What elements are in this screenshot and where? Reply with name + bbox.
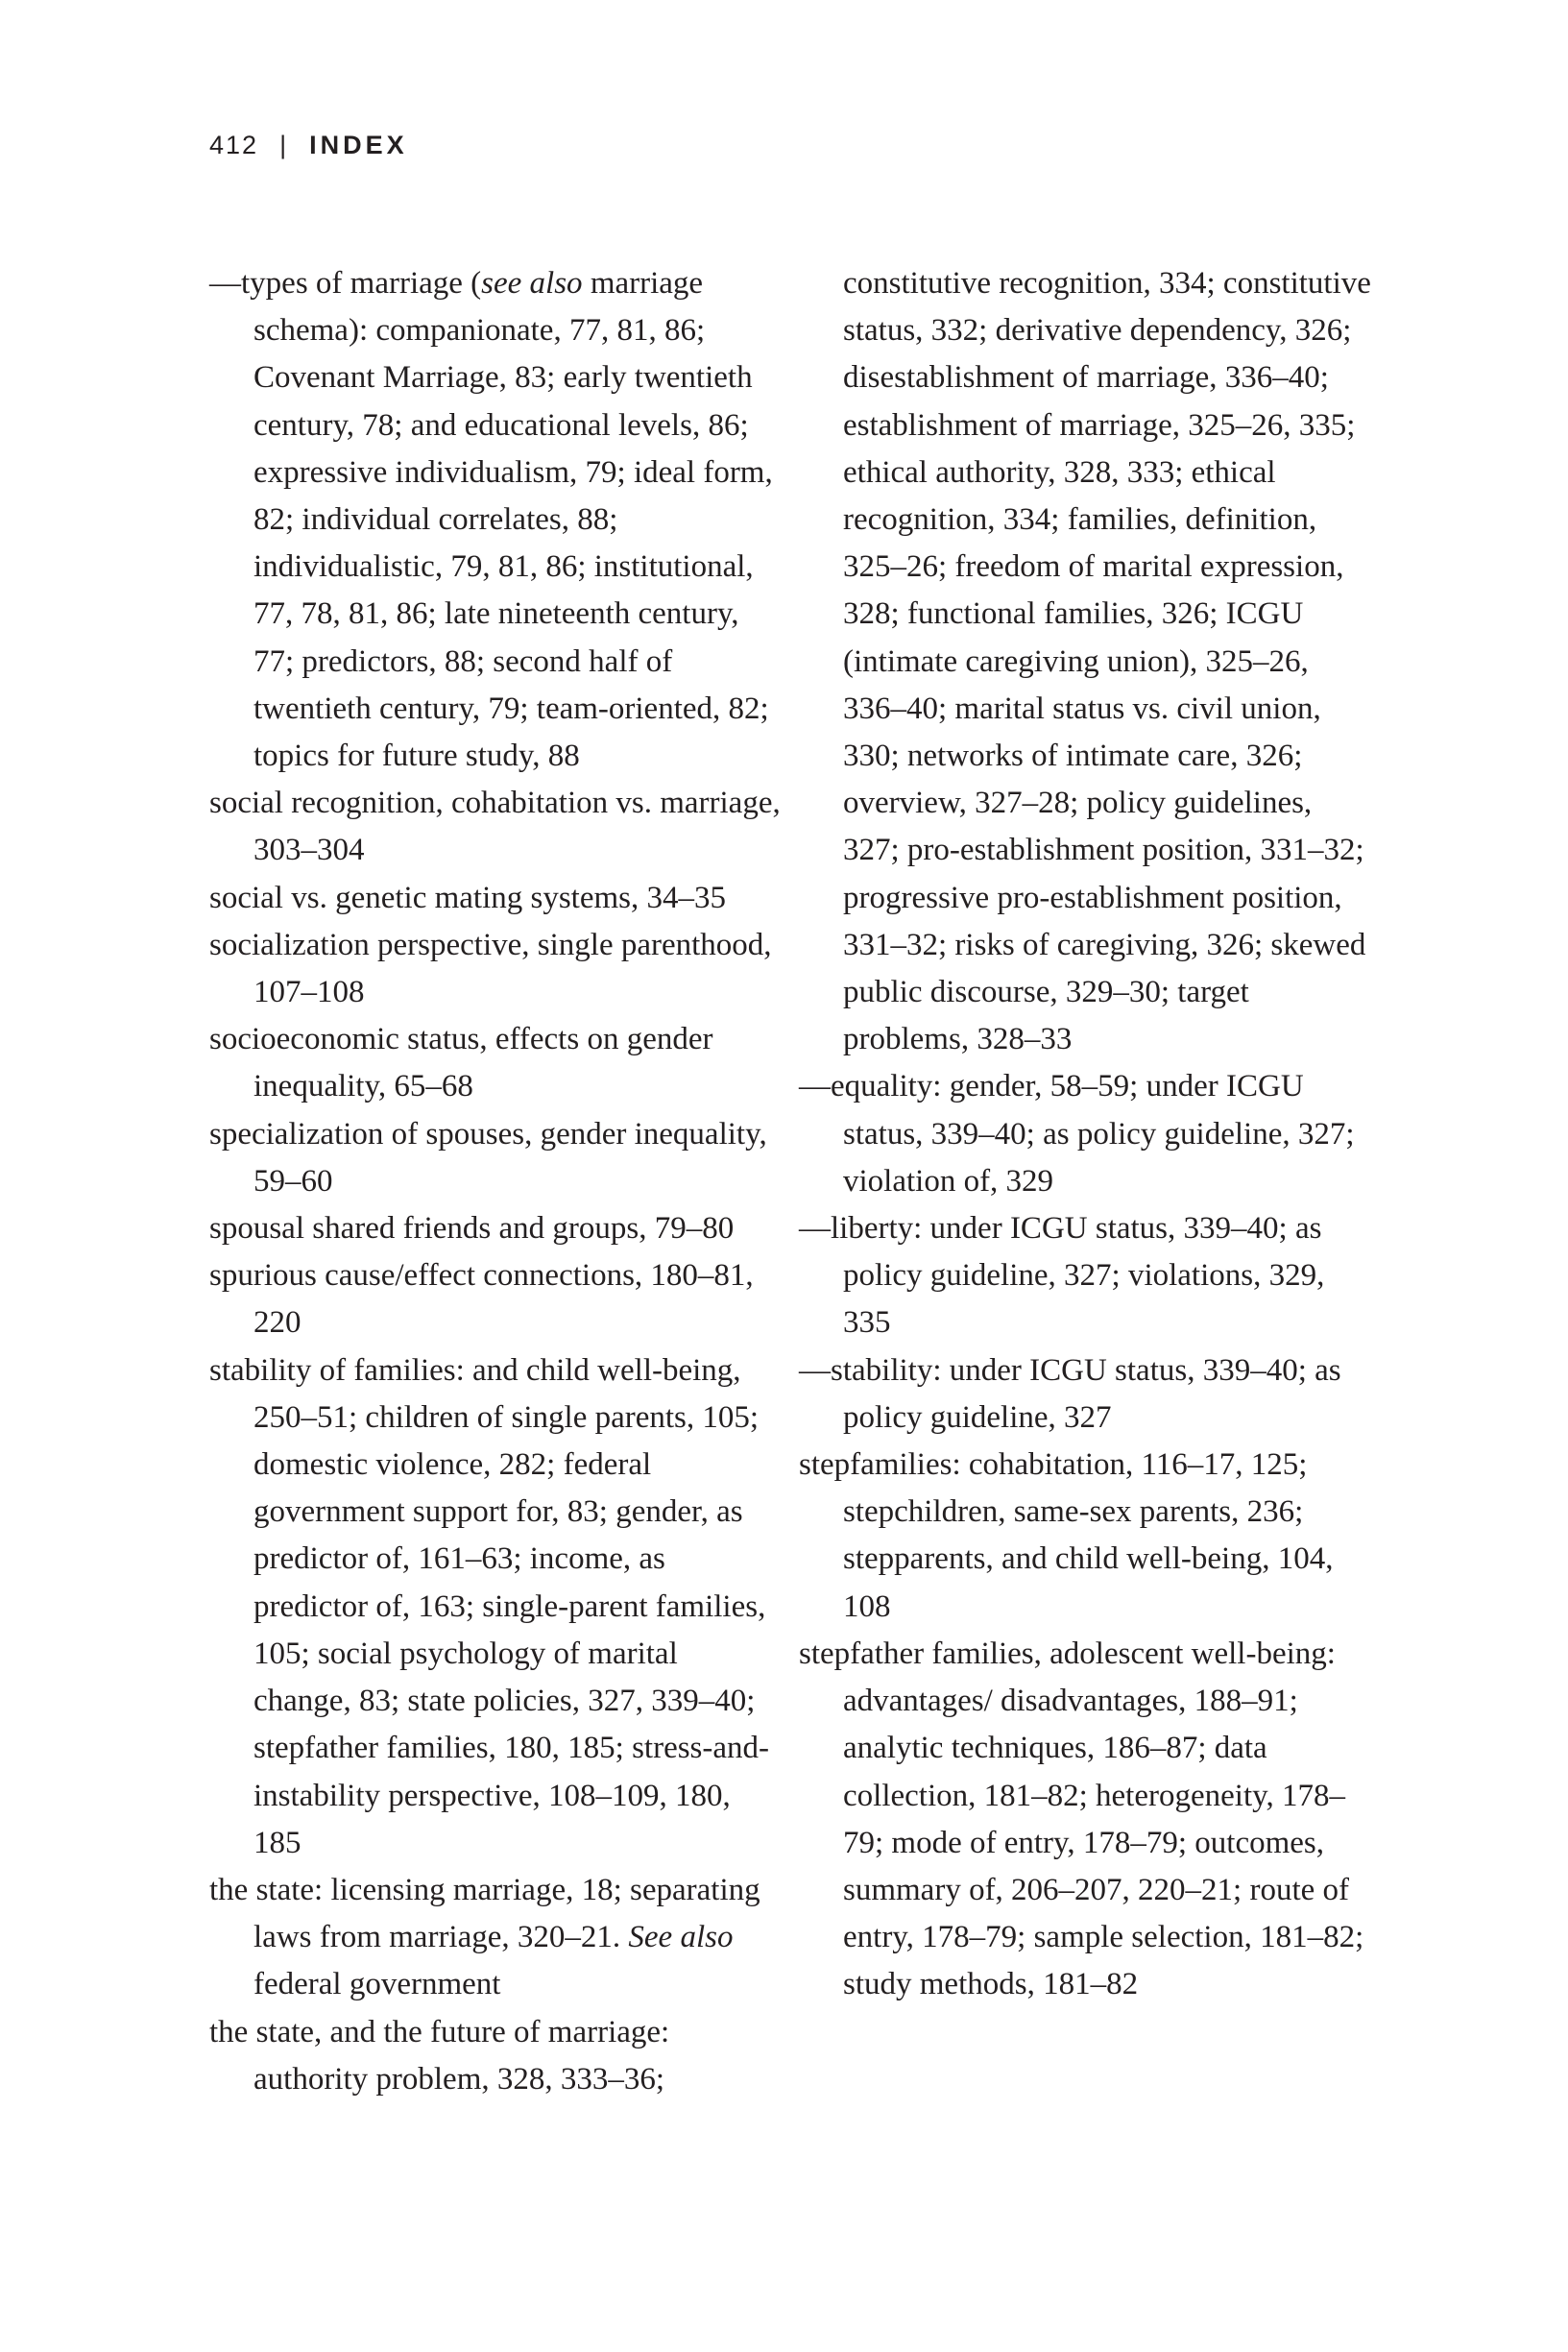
entry-text: —equality: gender, 58–59; under ICGU status, 339–40; as policy guideline, 327; violation of, 329 bbox=[799, 1069, 1355, 1199]
entry-text: socioeconomic status, effects on gender inequality, 65–68 bbox=[209, 1022, 713, 1104]
index-entry bbox=[209, 1111, 782, 1205]
entry-text: stepfather families, adolescent well-being: advantages/ disadvantages, 188–91; analytic techniques, 186–87; data collection, 181–82; heterogeneity, 178–79; mode of entry, 178–79; outcomes, summary of, 206–207, 220–21; route of entry, 178–79; sample selection, 181–82; study methods, 181–82 bbox=[799, 1636, 1364, 2002]
index-entry bbox=[799, 1063, 1375, 1205]
entry-text: social recognition, cohabitation vs. marriage, 303–304 bbox=[209, 786, 781, 868]
index-column-left bbox=[209, 260, 782, 2103]
entry-text: the state: licensing marriage, 18; separating laws from marriage, 320–21. bbox=[209, 1872, 760, 1955]
cross-reference-term: see also bbox=[481, 266, 583, 301]
entry-text: spurious cause/effect connections, 180–81, 220 bbox=[209, 1258, 754, 1341]
index-entry bbox=[799, 1631, 1375, 2009]
entry-text: constitutive recognition, 334; constitutive status, 332; derivative dependency, 326; disestablishment of marriage, 336–40; establishment of marriage, 325–26, 335; ethical authority, 328, 333; ethical recognition, 334; families, definition, 325–26; freedom of marital expression, 328; functional families, 326; ICGU (intimate caregiving union), 325–26, 336–40; marital status vs. civil union, 330; networks of intimate care, 326; overview, 327–28; policy guidelines, 327; pro-establishment position, 331–32; progressive pro-establishment position, 331–32; risks of caregiving, 326; skewed public discourse, 329–30; target problems, 328–33 bbox=[843, 266, 1371, 1057]
entry-text: socialization perspective, single parenthood, 107–108 bbox=[209, 927, 772, 1010]
entry-text: —stability: under ICGU status, 339–40; as policy guideline, 327 bbox=[799, 1352, 1341, 1435]
header-separator: | bbox=[279, 131, 289, 159]
entry-text: stability of families: and child well-being, 250–51; children of single parents, 105; domestic violence, 282; federal government support for, 83; gender, as predictor of, 161–63; income, as predictor of, 163; single-parent families, 105; social psychology of marital change, 83; state policies, 327, 339–40; stepfather families, 180, 185; stress-and-instability perspective, 108–109, 180, 185 bbox=[209, 1352, 770, 1860]
running-header bbox=[209, 131, 408, 160]
page-number: 412 bbox=[209, 131, 259, 159]
index-entry bbox=[209, 2009, 782, 2103]
index-entry bbox=[209, 1205, 782, 1252]
index-entry bbox=[209, 1347, 782, 1867]
entry-text: marriage schema): companionate, 77, 81, 86; Covenant Marriage, 83; early twentieth century, 78; and educational levels, 86; expressive individualism, 79; ideal form, 82; individual correlates, 88; individualistic, 79, 81, 86; institutional, 77, 78, 81, 86; late nineteenth century, 77; predictors, 88; second half of twentieth century, 79; team-oriented, 82; topics for future study, 88 bbox=[253, 266, 773, 774]
index-entry bbox=[209, 260, 782, 780]
section-title: INDEX bbox=[309, 131, 408, 159]
index-entry bbox=[209, 1252, 782, 1346]
index-entry bbox=[799, 1205, 1375, 1347]
index-entry bbox=[209, 922, 782, 1016]
index-entry bbox=[209, 1016, 782, 1110]
index-entry bbox=[209, 875, 782, 922]
index-entry bbox=[799, 1347, 1375, 1442]
index-entry bbox=[799, 1442, 1375, 1631]
entry-text: specialization of spouses, gender inequality, 59–60 bbox=[209, 1116, 767, 1199]
index-entry bbox=[799, 260, 1375, 1063]
entry-text: federal government bbox=[253, 1967, 501, 2002]
cross-reference-term: See also bbox=[628, 1920, 734, 1955]
entry-text: stepfamilies: cohabitation, 116–17, 125; stepchildren, same-sex parents, 236; stepparents, and child well-being, 104, 108 bbox=[799, 1447, 1334, 1624]
entry-text: spousal shared friends and groups, 79–80 bbox=[209, 1211, 735, 1247]
index-entry bbox=[209, 1867, 782, 2009]
entry-text: social vs. genetic mating systems, 34–35 bbox=[209, 880, 727, 915]
entry-text: the state, and the future of marriage: authority problem, 328, 333–36; bbox=[209, 2014, 670, 2097]
index-column-right bbox=[799, 260, 1375, 2009]
entry-text: —liberty: under ICGU status, 339–40; as policy guideline, 327; violations, 329, 335 bbox=[799, 1211, 1325, 1341]
index-entry bbox=[209, 780, 782, 874]
entry-text: —types of marriage ( bbox=[209, 266, 482, 301]
